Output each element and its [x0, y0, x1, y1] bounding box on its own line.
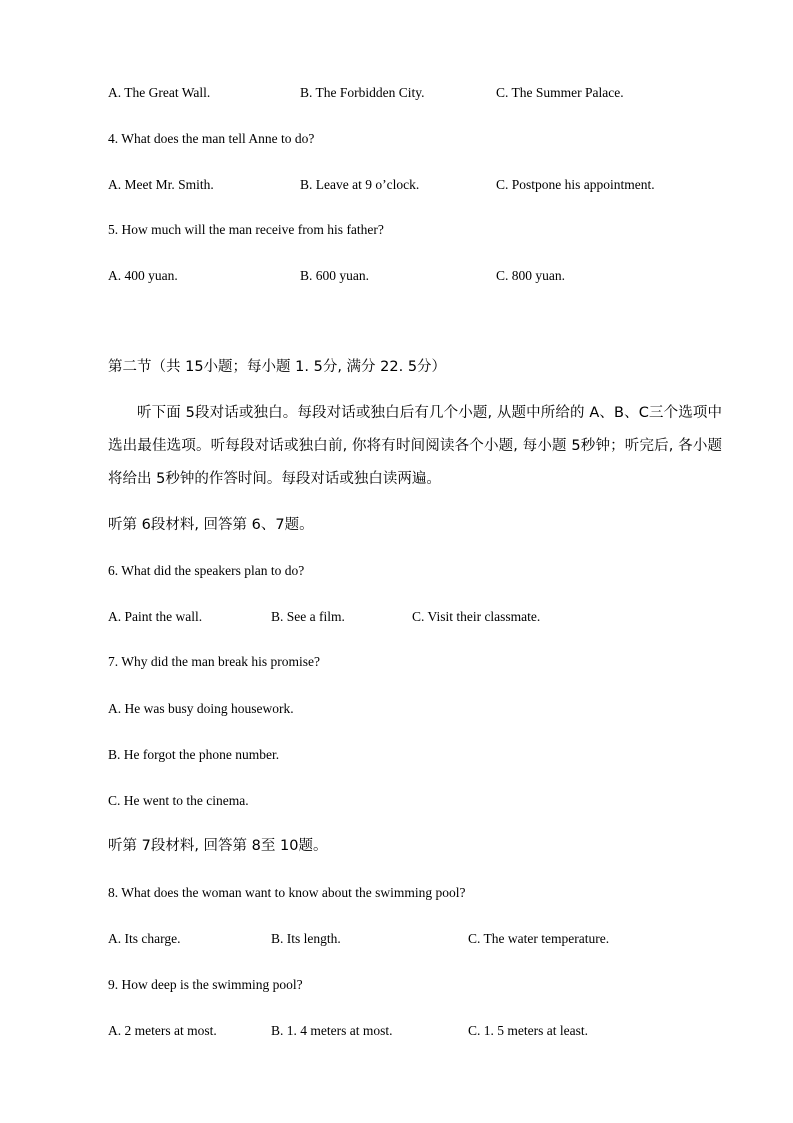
- q8-option-a: A. Its charge.: [108, 931, 181, 946]
- q6-question: 6. What did the speakers plan to do?: [108, 563, 305, 578]
- q6-option-b: B. See a film.: [271, 609, 345, 624]
- passage6-intro: 听第 6段材料, 回答第 6、7题。: [108, 517, 314, 533]
- section2-instructions: 听下面 5段对话或独白。每段对话或独白后有几个小题, 从题中所给的 A、B、C三个选项中选出最佳选项。听每段对话或独白前, 你将有时间阅读各个小题, 每小题 5秒钟；听完后, 各小题将给出 5秒钟的作答时间。每段对话或独白读两遍。: [108, 405, 722, 487]
- q7-option-c: C. He went to the cinema.: [108, 793, 249, 808]
- q4-question: 4. What does the man tell Anne to do?: [108, 131, 315, 146]
- q9-question: 9. How deep is the swimming pool?: [108, 977, 303, 992]
- q3-option-b: B. The Forbidden City.: [300, 85, 425, 100]
- q5-option-a: A. 400 yuan.: [108, 268, 178, 283]
- q4-option-b: B. Leave at 9 o’clock.: [300, 177, 420, 192]
- q9-option-c: C. 1. 5 meters at least.: [468, 1023, 588, 1038]
- q8-option-b: B. Its length.: [271, 931, 341, 946]
- section2-heading: 第二节（共 15小题；每小题 1. 5分, 满分 22. 5分）: [108, 359, 447, 375]
- q9-option-b: B. 1. 4 meters at most.: [271, 1023, 393, 1038]
- q7-question: 7. Why did the man break his promise?: [108, 654, 320, 669]
- q6-option-c: C. Visit their classmate.: [412, 609, 541, 624]
- q9-option-a: A. 2 meters at most.: [108, 1023, 217, 1038]
- q5-option-c: C. 800 yuan.: [496, 268, 565, 283]
- q7-option-b: B. He forgot the phone number.: [108, 747, 280, 762]
- q3-option-a: A. The Great Wall.: [108, 85, 211, 100]
- q4-option-a: A. Meet Mr. Smith.: [108, 177, 214, 192]
- q8-question: 8. What does the woman want to know about the swimming pool?: [108, 885, 466, 900]
- q6-option-a: A. Paint the wall.: [108, 609, 203, 624]
- q5-question: 5. How much will the man receive from his father?: [108, 222, 384, 237]
- q3-option-c: C. The Summer Palace.: [496, 85, 624, 100]
- q4-option-c: C. Postpone his appointment.: [496, 177, 655, 192]
- q7-option-a: A. He was busy doing housework.: [108, 701, 294, 716]
- passage7-intro: 听第 7段材料, 回答第 8至 10题。: [108, 838, 328, 854]
- q8-option-c: C. The water temperature.: [468, 931, 610, 946]
- q5-option-b: B. 600 yuan.: [300, 268, 369, 283]
